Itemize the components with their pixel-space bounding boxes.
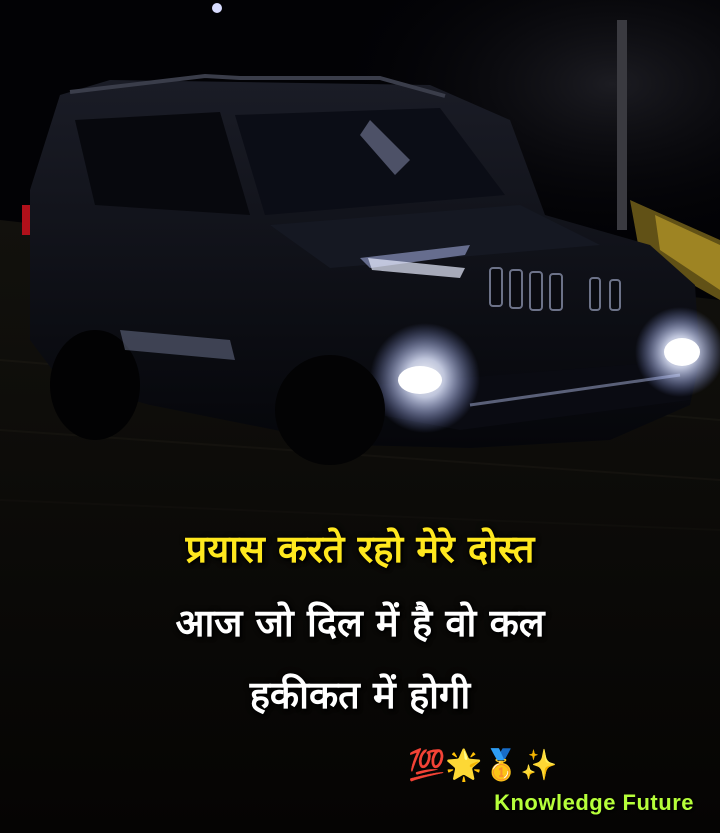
quote-line-3: हकीकत में होगी — [249, 673, 471, 717]
quote-line-2: आज जो दिल में है वो कल — [175, 601, 545, 645]
quote-line-1: प्रयास करते रहो मेरे दोस्त — [185, 527, 535, 571]
emoji-decoration: 💯🌟🥇✨ — [408, 748, 558, 783]
quote-block — [0, 525, 720, 719]
brand-watermark: Knowledge Future — [494, 790, 694, 815]
